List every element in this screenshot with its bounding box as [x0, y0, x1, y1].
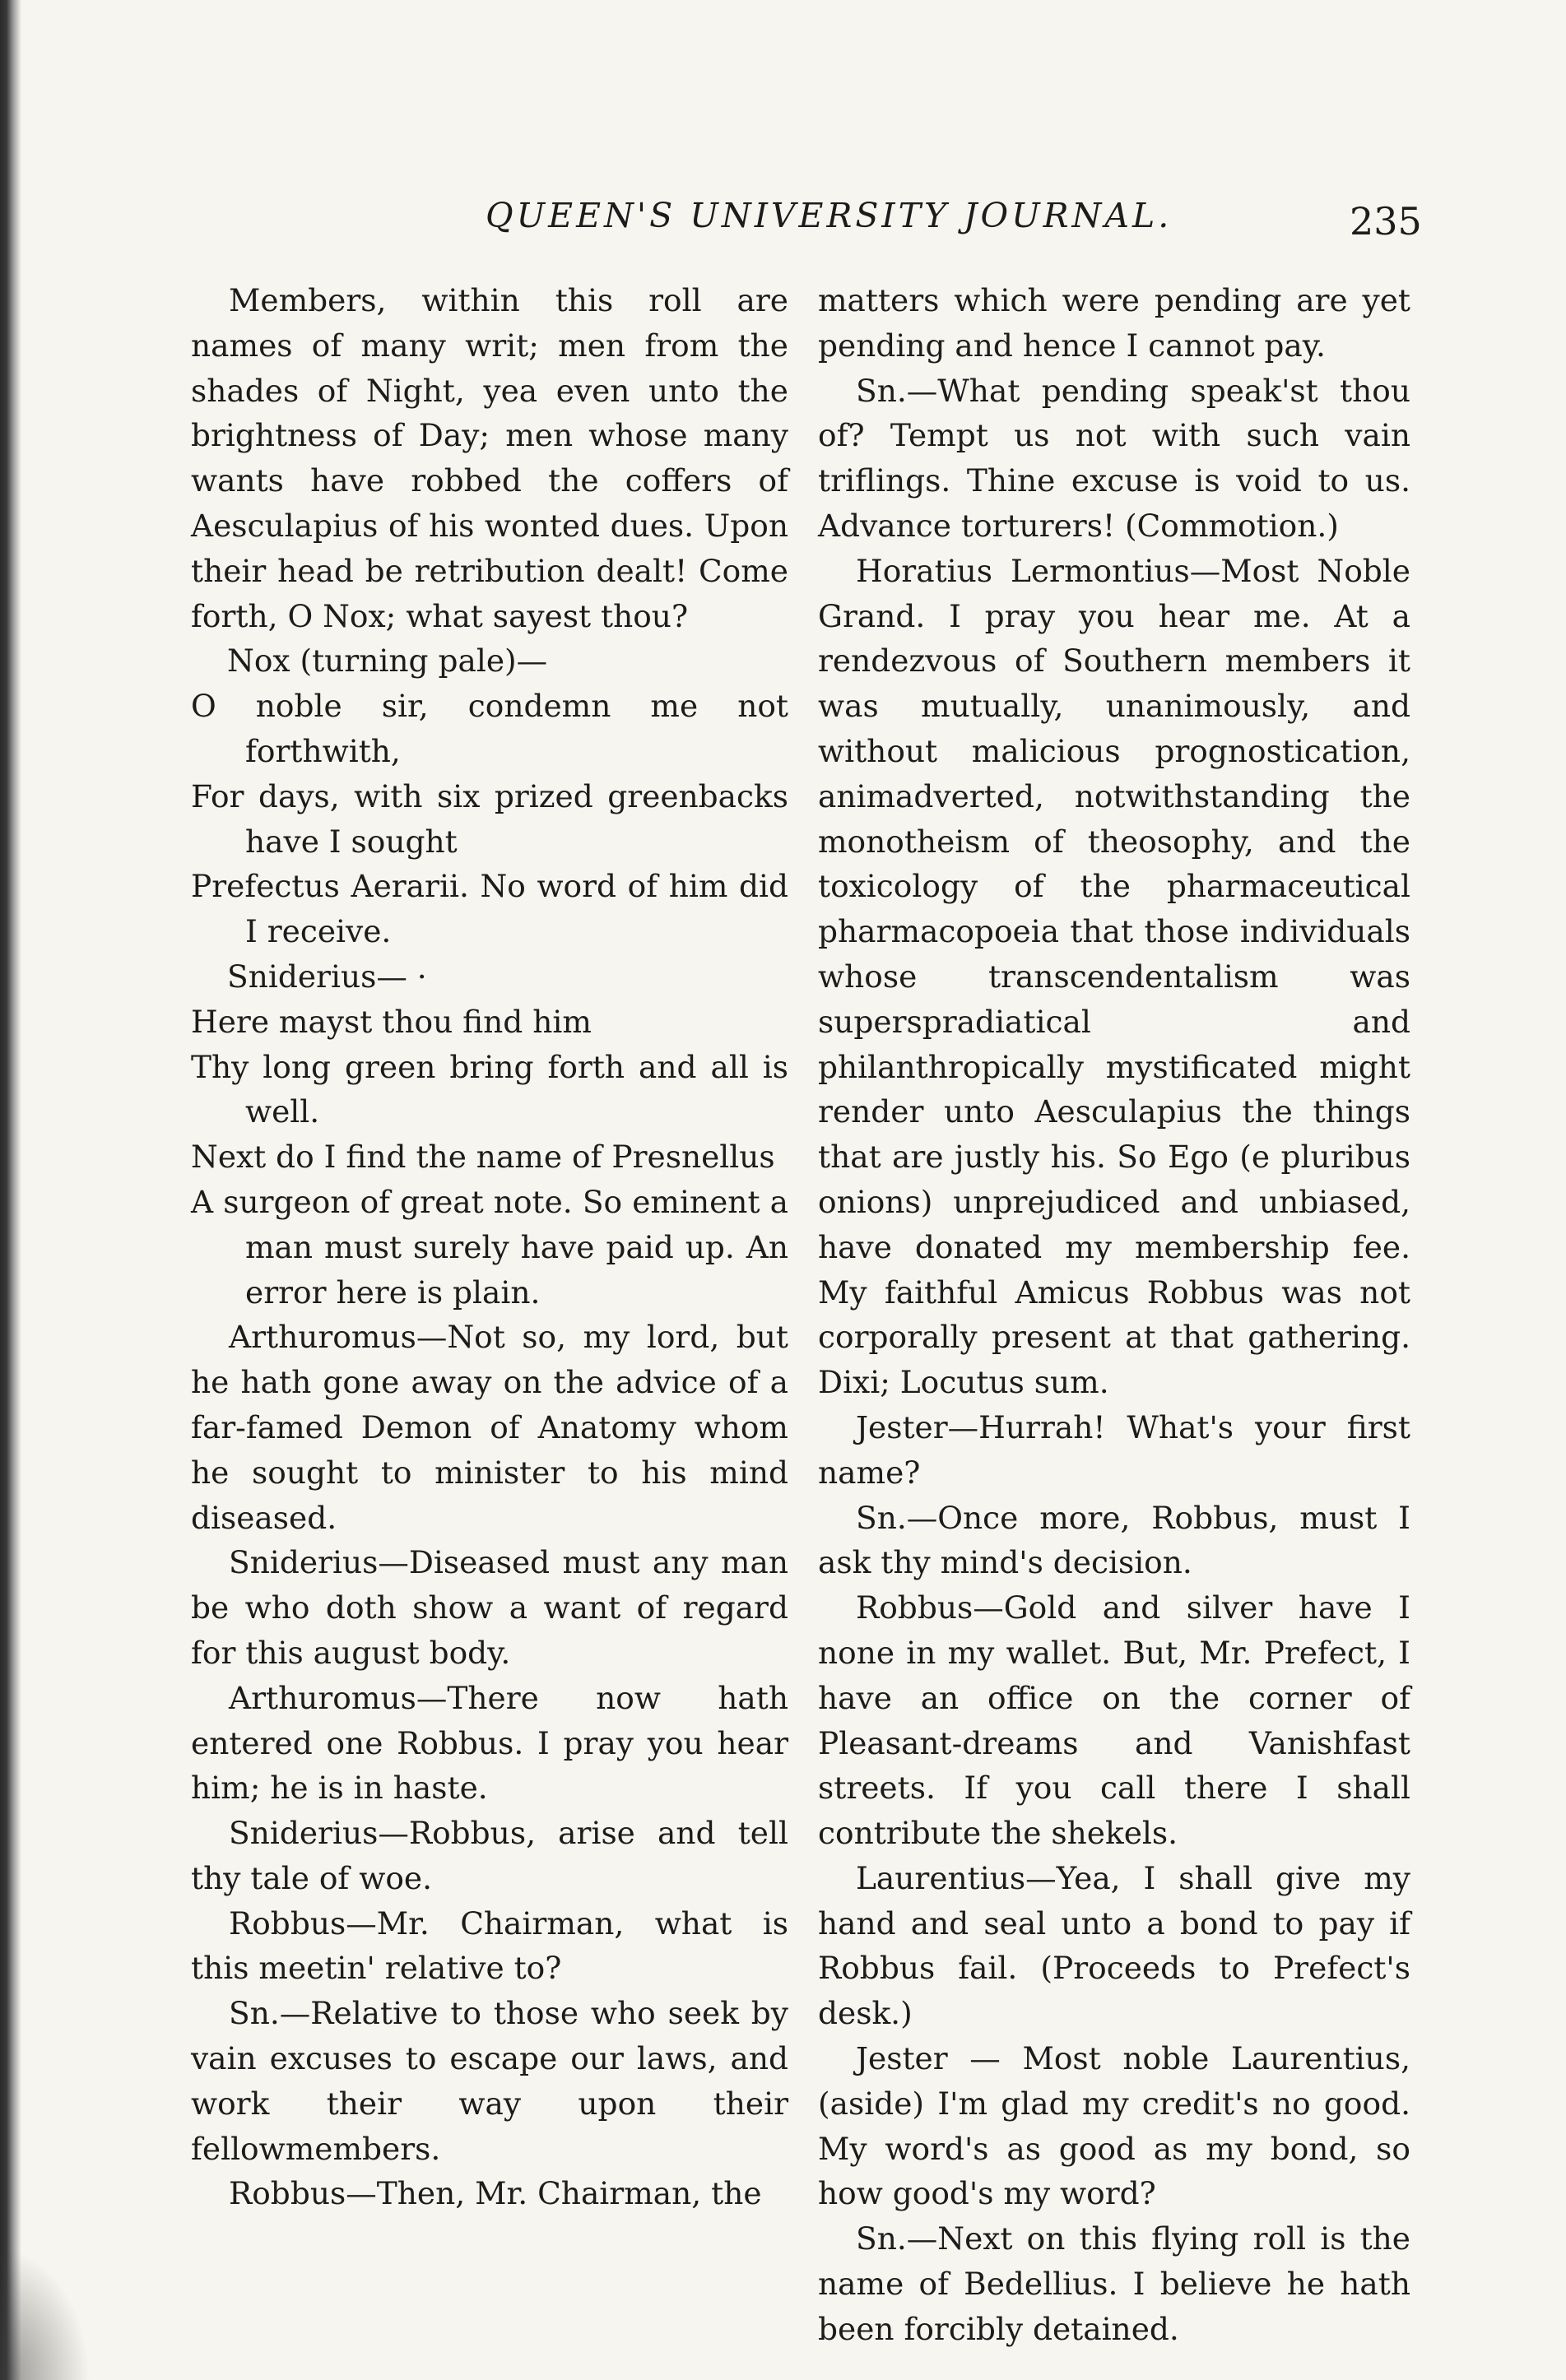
left-column-speaker: Sniderius— ·	[227, 958, 427, 995]
right-column-para: Laurentius—Yea, I shall give my hand and seal unto a bond to pay if Robbus fail. (Proceeds to Prefect's desk.)	[818, 1859, 1410, 2032]
right-column-cont: matters which were pending are yet pending and hence I cannot pay.	[818, 282, 1410, 364]
left-column-verse: Thy long green bring forth and all is well.	[191, 1048, 788, 1130]
right-column-para: Jester — Most noble Laurentius, (aside) I'm glad my credit's no good. My word's as good as my bond, so how good's my word?	[818, 2040, 1410, 2212]
right-column-para: Sn.—Next on this flying roll is the name of Bedellius. I believe he hath been forcibly detained.	[818, 2220, 1410, 2347]
page-edge-shadow	[0, 0, 21, 2380]
left-column-para: Sn.—Relative to those who seek by vain excuses to escape our laws, and work their way upon their fellowmembers.	[191, 1995, 788, 2167]
right-column-para: Sn.—Once more, Robbus, must I ask thy mind's decision.	[818, 1499, 1410, 1581]
page-corner-shadow	[0, 2248, 91, 2380]
page-number: 235	[1350, 199, 1422, 244]
left-column-para: Sniderius—Diseased must any man be who doth show a want of regard for this august body.	[191, 1544, 788, 1671]
right-column	[818, 278, 1410, 2352]
left-column-verse: For days, with six prized greenbacks have I sought	[191, 777, 788, 860]
left-column-para: Members, within this roll are names of many writ; men from the shades of Night, yea even unto the brightness of Day; men whose many wants have robbed the coffers of Aesculapius of his wonted dues. Upon their head be retribution dealt! Come forth, O Nox; what sayest thou?	[191, 282, 788, 634]
left-column-verse: Here mayst thou find him	[191, 1003, 592, 1040]
right-column-para: Jester—Hurrah! What's your first name?	[818, 1408, 1410, 1491]
left-column	[191, 278, 788, 2216]
right-column-para: Robbus—Gold and silver have I none in my wallet. But, Mr. Prefect, I have an office on the corner of Pleasant-dreams and Vanishfast streets. If you call there I shall contribute the shekels.	[818, 1589, 1410, 1852]
left-column-verse: O noble sir, condemn me not forthwith,	[191, 688, 788, 769]
left-column-verse: A surgeon of great note. So eminent a man must surely have paid up. An error here is plain.	[191, 1183, 788, 1311]
left-column-para: Sniderius—Robbus, arise and tell thy tale of woe.	[191, 1815, 788, 1896]
journal-title: QUEEN'S UNIVERSITY JOURNAL.	[486, 196, 1173, 235]
left-column-para: Robbus—Mr. Chairman, what is this meetin' relative to?	[191, 1904, 788, 1987]
right-column-para: Horatius Lermontius—Most Noble Grand. I pray you hear me. At a rendezvous of Southern members it was mutually, unanimously, and without malicious prognostication, animadverted, notwithstanding the monotheism of theosophy, and the toxicology of the pharmaceutical pharmacopoeia that those individuals whose transcendentalism was superspradiatical and philanthropically mystificated might render unto Aesculapius the things that are justly his. So Ego (e pluribus onions) unprejudiced and unbiased, have donated my membership fee. My faithful Amicus Robbus was not corporally present at that gathering. Dixi; Locutus sum.	[818, 552, 1410, 1401]
left-column-para: Arthuromus—Not so, my lord, but he hath gone away on the advice of a far-famed Demon of Anatomy whom he sought to minister to his mind diseased.	[191, 1319, 788, 1536]
right-column-para: Sn.—What pending speak'st thou of? Tempt us not with such vain triflings. Thine excuse is void to us. Advance torturers! (Commotion.)	[818, 372, 1410, 544]
page-header	[0, 191, 1566, 257]
left-column-speaker: Nox (turning pale)—	[227, 643, 548, 680]
left-column-verse: Prefectus Aerarii. No word of him did I receive.	[191, 868, 788, 950]
left-column-para: Arthuromus—There now hath entered one Robbus. I pray you hear him; he is in haste.	[191, 1679, 788, 1807]
left-column-verse: Next do I find the name of Presnellus	[191, 1139, 775, 1176]
left-column-para: Robbus—Then, Mr. Chairman, the	[229, 2175, 762, 2212]
